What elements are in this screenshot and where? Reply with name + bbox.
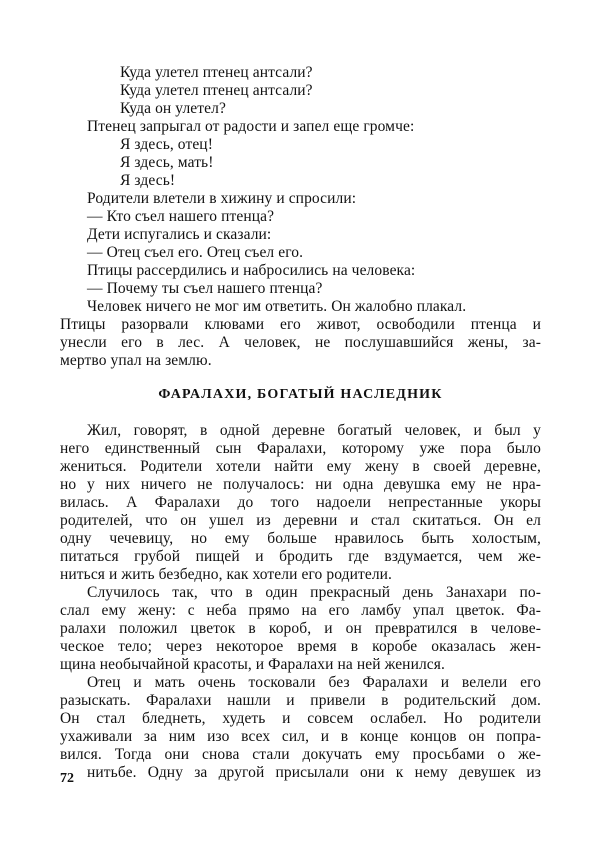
story-line: ниться и жить безбедно, как хотели его родители. (60, 566, 393, 583)
story-line: слал ему жену: с неба прямо на его ламбу упал цветок. Фа- (60, 602, 541, 619)
ending-line: мертво упал на землю. (60, 352, 212, 369)
verse-line: Я здесь, мать! (120, 154, 214, 171)
story-line: него единственный сын Фаралахи, которому уже пора было (60, 440, 541, 457)
ending-line: Птицы разорвали клювами его живот, освободили птенца и (60, 316, 541, 333)
verse-line: Куда улетел птенец антсали? (120, 82, 313, 99)
ending-line: унесли его в лес. А человек, не послушавшийся жены, за- (60, 334, 541, 351)
page-number: 72 (60, 771, 74, 786)
story-line: вился. Тогда они снова стали докучать ему просьбами о же- (60, 746, 541, 763)
ending-line: Человек ничего не мог им ответить. Он жалобно плакал. (87, 298, 467, 315)
story-line: Он стал бледнеть, худеть и совсем ослабел. Но родители (60, 710, 541, 727)
verse-line: Я здесь, отец! (120, 136, 213, 153)
verse-line: Родители влетели в хижину и спросили: (87, 190, 357, 207)
verse-line: Я здесь! (120, 172, 176, 189)
story-line: питаться грубой пищей и бродить где вздумается, чем же- (60, 548, 541, 565)
story-line: разыскать. Фаралахи нашли и привели в родительский дом. (60, 692, 541, 709)
verse-line: Куда улетел птенец антсали? (120, 64, 313, 81)
story-line: но у них ничего не получалось: ни одна девушка ему не нра- (60, 476, 541, 493)
verse-line: — Почему ты съел нашего птенца? (87, 280, 323, 297)
story-line: родителей, что он ушел из деревни и стал скитаться. Он ел (60, 512, 541, 529)
story-line: ческое тело; через некоторое время в коробе оказалась жен- (60, 638, 541, 655)
verse-line: — Отец съел его. Отец съел его. (87, 244, 304, 261)
verse-line: Птицы рассердились и набросились на человека: (87, 262, 416, 279)
story-line: одну чечевицу, но ему больше нравилось быть холостым, (60, 530, 541, 547)
verse-line: Дети испугались и сказали: (87, 226, 272, 243)
story-line: жениться. Родители хотели найти ему жену в своей деревне, (60, 458, 541, 475)
story-line: ухаживали за ним изо всех сил, и в конце концов он попра- (60, 728, 541, 745)
story-line: Случилось так, что в один прекрасный день Занахари по- (87, 584, 541, 601)
verse-line: — Кто съел нашего птенца? (87, 208, 275, 225)
story-line: щина необычайной красоты, и Фаралахи на ней женился. (60, 656, 445, 673)
verse-line: Куда он улетел? (120, 100, 226, 117)
story-title: ФАРАЛАХИ, БОГАТЫЙ НАСЛЕДНИК (158, 387, 443, 402)
story-line: Жил, говорят, в одной деревне богатый человек, и был у (87, 422, 541, 439)
story-line: нитьбе. Одну за другой присылали они к нему девушек из (87, 764, 541, 781)
verse-line: Птенец запрыгал от радости и запел еще громче: (87, 118, 415, 135)
story-line: вилась. А Фаралахи до того надоели непрестанные укоры (60, 494, 541, 511)
story-line: ралахи положил цветок в короб, и он превратился в челове- (60, 620, 541, 637)
story-line: Отец и мать очень тосковали без Фаралахи и велели его (87, 674, 541, 691)
